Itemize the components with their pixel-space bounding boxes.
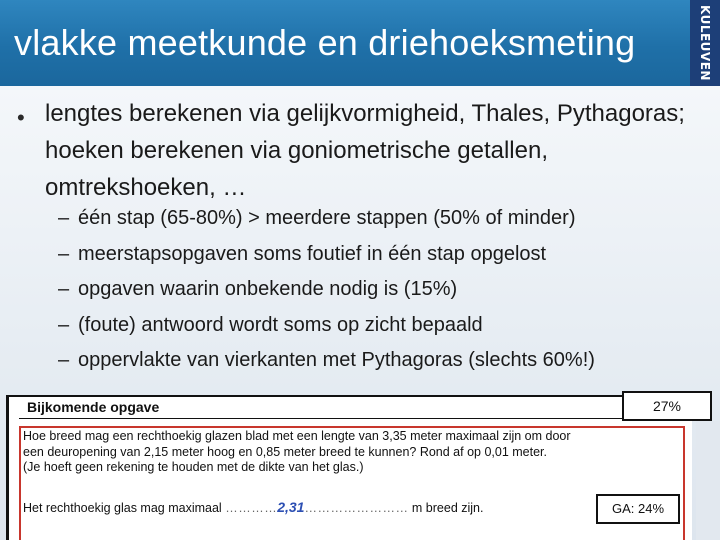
sub-bullet-text: één stap (65-80%) > meerdere stappen (50% of minder) xyxy=(78,207,576,229)
answer-line xyxy=(23,499,483,516)
sub-bullet xyxy=(58,272,708,308)
exercise-header: Bijkomende opgave xyxy=(27,399,160,415)
answer-dots: ………… xyxy=(225,501,278,515)
sub-bullet-text: opgaven waarin onbekende nodig is (15%) xyxy=(78,278,458,300)
question-line: (Je hoeft geen rekening te houden met de dikte van het glas.) xyxy=(23,460,364,474)
question-text xyxy=(23,429,571,476)
dash-icon: – xyxy=(58,349,70,371)
question-line: een deuropening van 2,15 meter hoog en 0,85 meter breed te kunnen? Rond af op 0,01 meter. xyxy=(23,444,547,459)
logo-text: KULEUVEN xyxy=(698,5,712,81)
sub-bullet xyxy=(58,308,708,344)
ga-score-badge: GA: 24% xyxy=(596,494,680,524)
sub-bullet-text: oppervlakte van vierkanten met Pythagoras (slechts 60%!) xyxy=(78,349,595,371)
side-panel xyxy=(696,421,720,540)
header-divider xyxy=(19,418,627,419)
percentage-badge: 27% xyxy=(622,391,712,421)
sub-bullet-text: (foute) antwoord wordt soms op zicht bepaald xyxy=(78,313,483,336)
answer-value: 2,31 xyxy=(277,499,305,515)
bullet-icon: • xyxy=(17,105,25,130)
sub-bullet xyxy=(58,201,708,237)
slide-title: vlakke meetkunde en driehoeksmeting xyxy=(14,22,636,63)
dash-icon: – xyxy=(58,242,70,265)
dash-icon: – xyxy=(58,278,70,300)
ku-leuven-logo xyxy=(690,0,720,86)
dash-icon: – xyxy=(58,207,70,229)
title-bar xyxy=(0,0,720,86)
sub-bullet-list xyxy=(58,201,708,379)
sub-bullet xyxy=(58,237,708,273)
question-line: Hoe breed mag een rechthoekig glazen blad met een lengte van 3,35 meter maximaal zijn om door xyxy=(23,429,571,443)
sub-bullet-text: meerstapsopgaven soms foutief in één stap opgelost xyxy=(78,242,547,265)
answer-suffix: m breed zijn. xyxy=(411,501,484,515)
sub-bullet xyxy=(58,343,708,379)
dash-icon: – xyxy=(58,313,70,336)
main-bullet: lengtes berekenen via gelijkvormigheid, Thales, Pythagoras; hoeken berekenen via goniometrische getallen, omtrekshoeken, … xyxy=(45,100,685,201)
answer-prefix: Het rechthoekig glas mag maximaal xyxy=(23,501,222,515)
answer-dots: …………………… xyxy=(304,501,409,515)
exercise-panel xyxy=(6,395,692,540)
